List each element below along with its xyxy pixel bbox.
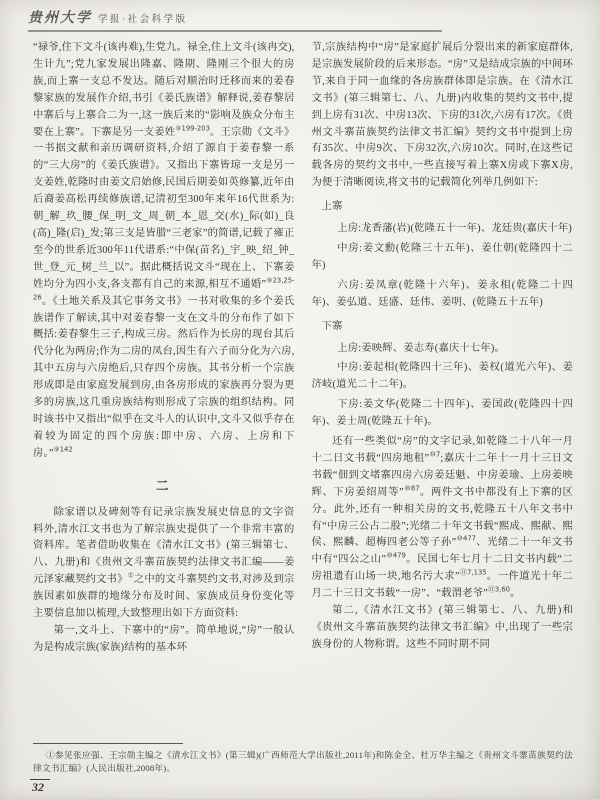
- journal-subtitle: 学报·社会科学版: [98, 15, 188, 25]
- body-paragraph: 节,宗族结构中“房”是家庭扩展后分裂出来的新家庭群体,是宗族发展阶段的后来形态。“房”又是结成宗族的中间环节,来自于同一血缘的各房族群体即是宗族。在《清水江文书》(第三辑第七、八、九册)内收集的契约文书中,提到上房有31次、中房13次、下房的31次,六房有17次。《贵州文斗寨苗族契约法律文书汇编》契约文书中提到上房有35次、中房9次、下房32次,六房10次。同时,在这些记载各房的契约文书中,一些直接写着上寨X房或下寨X房,为便于清晰阅读,将文书的记载简化列举几例如下:: [311, 42, 573, 189]
- body-paragraph: “禄爷,住下文斗(该冉难),生党九。禄全,住上文斗(该冉交),生计九”;党九家发展出隆嘉、隆期、隆刚三个很大的房族,而上寨一支总不发达。随后对顺治时迁移而来的姜春黎家族的发展作介绍,书引《姜氏族谱》解释说,姜春黎居中寨后与上寨合二为一,这一族后来的“影响及族众分布主要在上寨”。下寨是另一支姜姓$^{⑨199-203}$。王宗勋《文斗》一书据文献和亲历调研资料,介绍了源自于姜春黎一系的“三大房”的《姜氏族谱》。又指出下寨皆琼一支是另一支姜姓,乾隆时由姜文启始修,民国后期姜如英修纂,近年由后裔姜高松再续修族谱,记清初至300年来年16代世系为:朝_解_玖_腰_保_明_文_周_朝_本_恩_交(水)_际(如)_良(高)_隆(启)_发;第三支是皆腊“三老家”的简谱,记载了雍正至今的世系近300年11代谱系:“中保(苗名)_宇_映_绍_钟_世_登_元_树_兰_以”。据此概括说文斗“现在上、下寨姜姓均分为四小支,各支都有自己的来源,相互不通婚”$^{⑨23,25-26}$。《土地关系及其它事务文书》一书对收集的多个姜氏族谱作了解读,其中对姜春黎一支在文斗的分布作了如下概括:姜春黎生三子,构成三房。然后作为长房的现台其后代分化为两房;作为二房的凤台,因生有六子而分化为六房,其中五房与六房绝后,只存四个房族。其书分析一个宗族形成即是由家庭发展到房,由各房形成的家族再分裂为更多的房族,这几重房族结构则形成了宗族的组织结构。同时该书中又指出“似乎在文斗人的认识中,文斗又似乎存在着较为固定的四个房族:即中房、六房、上房和下房。”$^{⑨142}$: [33, 42, 295, 459]
- list-label-lower-village: 下寨: [321, 320, 343, 332]
- body-paragraph: 除家谱以及碑刻等有记录宗族发展史信息的文字资料外,清水江文书也为了解宗族史提供了一个非常丰富的资料库。笔者借助收集在《清水江文书》(第三辑第七、八、九册)和《贵州文斗寨苗族契约法律文书汇编——姜元泽家藏契约文书》①之中的文斗寨契约文书,对涉及到宗族因素如族群的地缘分布及时间、家族成员身份变化等主要信息加以梳理,大致整理出如下方面资料:: [33, 506, 295, 620]
- section-heading: 二: [155, 478, 172, 493]
- body-paragraph: 第二,《清水江文书》(第三辑第七、八、九册)和《贵州文斗寨苗族契约法律文书汇编》中,出现了一些宗族身份的人物称谓。这些不同时期不同: [311, 605, 573, 650]
- body-paragraph: 第一,文斗上、下寨中的“房”。简单地说,“房”一般认为是构成宗族(家族)结构的基本环: [33, 625, 295, 653]
- footnote-text: ①参见张应强、王宗勋主编之《清水江文书》(第三辑)(广西师范大学出版社,2011年)和陈金全、杜万华主编之《贵州文斗寨苗族契约法律文书汇编》(人民出版社,2008年)。: [33, 750, 573, 773]
- list-label-upper-village: 上寨: [321, 201, 343, 213]
- footnote-block: [33, 743, 573, 775]
- list-item: 上房:龙香藩(岩)(乾隆五十一年)、龙廷贵(嘉庆十年): [337, 223, 573, 235]
- text-columns: [33, 40, 573, 728]
- list-item: 下房:姜文华(乾隆二十四年)、姜国政(乾隆四十四年)、姜士周(乾隆五十年)。: [311, 399, 573, 428]
- list-item: 上房:姜映辉、姜志寿(嘉庆十七年)。: [337, 342, 506, 354]
- list-item: 中房:姜起相(乾隆四十三年)、姜权(道光六年)、姜济岐(道光二十二年)。: [311, 362, 573, 391]
- left-column: [33, 40, 295, 728]
- journal-name: 贵州大学: [28, 10, 92, 26]
- right-column: [312, 40, 574, 728]
- list-item: 六房:姜凤章(乾隆十六年)、姜永相(乾隆二十四年)、姜弘道、廷盛、廷伟、姜明、(乾隆五十五年): [311, 279, 573, 308]
- journal-masthead: [28, 7, 448, 27]
- body-paragraph: 还有一些类似“房”的文字记录,如乾隆二十八年一月十二日文书载“四房地租”$^{⑩7}$;嘉庆十二年十一月十三日文书载“佃到文堵寨四房六房姜廷魁、中房姜瑜、上房姜映辉、下房姜绍周等”$^{⑩87}$。两件文书中都没有上下寨的区分。此外,还有一种相关房的文书,乾隆五十八年文书中有“中房三公占二股”;光绪二十年文书载“熙成、熙献、熙侯、熙麟、超梅四老公等子孙”$^{⑩477}$、光绪二十一年文书中有“四公之山”$^{⑩479}$。民国七年七月十二日文书内载“二房祖遗有山场一块,地名污大求”$^{⑪7,135}$。一件道光十年二月二十三日文书载“一房”、“载渭老爷”$^{⑪3,60}$。: [311, 436, 573, 600]
- page-number: 32: [30, 779, 50, 795]
- masthead-divider: [28, 30, 442, 32]
- list-item: 中房:姜文勳(乾隆三十五年)、姜仕朝(乾隆四十二年): [311, 242, 573, 271]
- footnote-divider: [33, 743, 183, 744]
